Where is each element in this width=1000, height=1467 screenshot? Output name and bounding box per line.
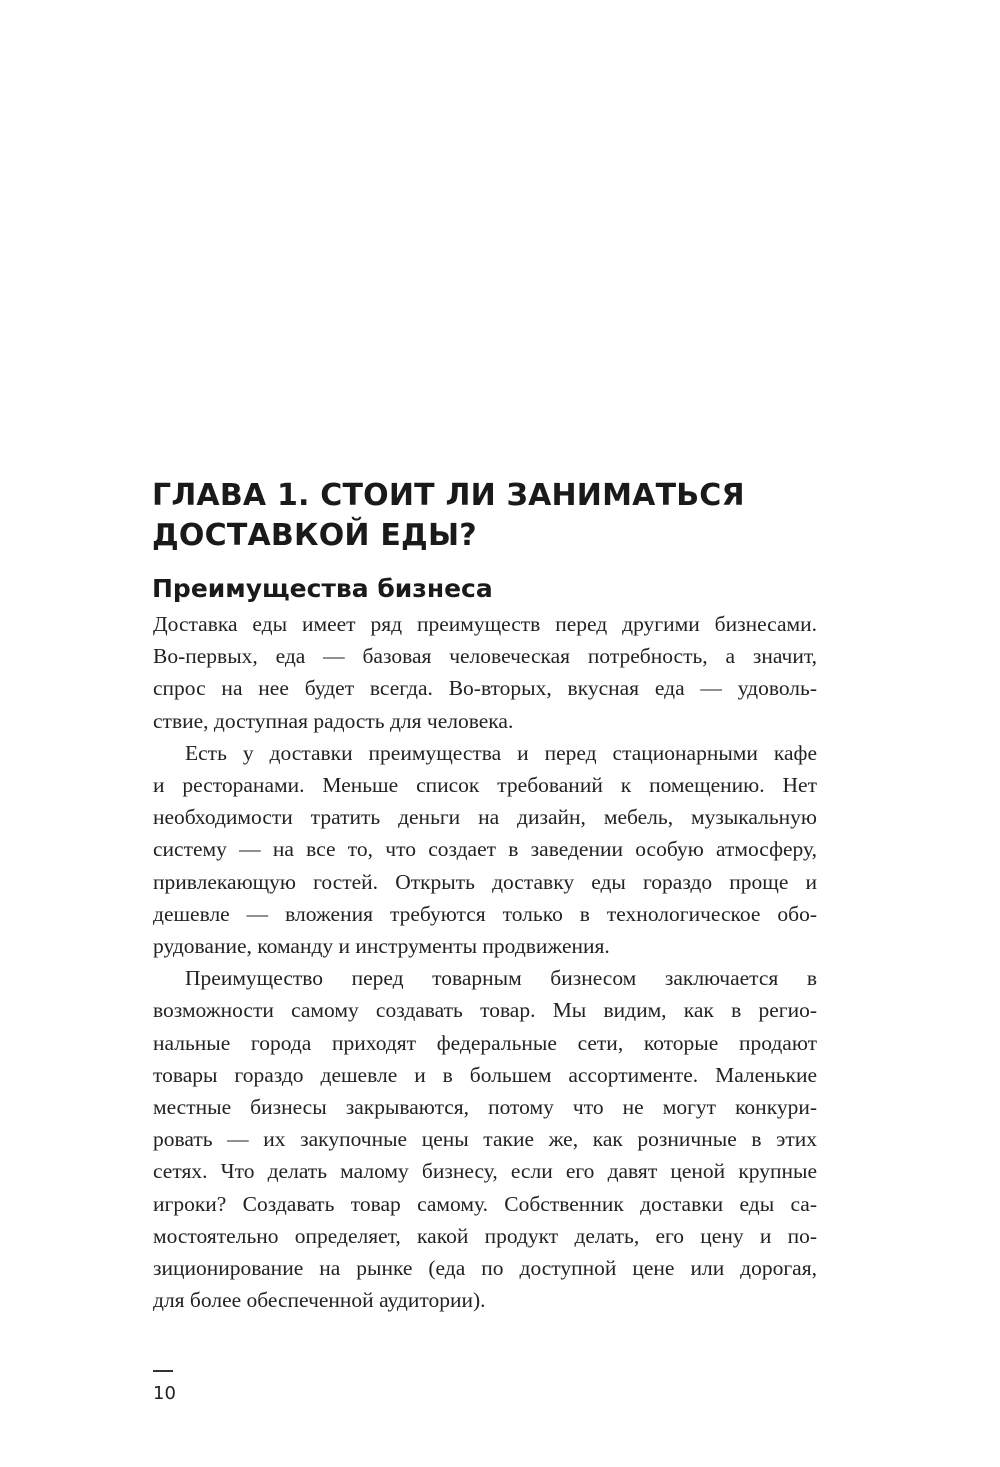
chapter-title-line-1: ГЛАВА 1. СТОИТ ЛИ ЗАНИМАТЬСЯ xyxy=(152,478,745,513)
paragraph-line: Во-первых, еда — базовая человеческая потребность, а значит, xyxy=(153,644,817,669)
paragraph-line: рудование, команду и инструменты продвижения. xyxy=(153,934,610,959)
paragraph-line: спрос на нее будет всегда. Во-вторых, вкусная еда — удоволь- xyxy=(153,676,817,701)
paragraph-line: товары гораздо дешевле и в большем ассортименте. Маленькие xyxy=(153,1062,817,1087)
paragraph-line: систему — на все то, что создает в заведении особую атмосферу, xyxy=(153,837,817,862)
paragraph-line: нальные города приходят федеральные сети, которые продают xyxy=(153,1030,817,1055)
paragraph-2 xyxy=(153,737,817,962)
page-number-rule xyxy=(153,1370,173,1372)
chapter-title-line-2: ДОСТАВКОЙ ЕДЫ? xyxy=(152,518,477,553)
paragraph-line: ствие, доступная радость для человека. xyxy=(153,708,514,733)
paragraph-line: Преимущество перед товарным бизнесом заключается в xyxy=(185,966,817,991)
body-text xyxy=(153,608,817,1316)
paragraph-line: необходимости тратить деньги на дизайн, мебель, музыкальную xyxy=(153,805,817,830)
paragraph-line: привлекающую гостей. Открыть доставку еды гораздо проще и xyxy=(153,869,817,894)
paragraph-line: дешевле — вложения требуются только в технологическое обо- xyxy=(153,901,817,926)
paragraph-line: зиционирование на рынке (еда по доступной цене или дорогая, xyxy=(153,1256,817,1281)
paragraph-line: игроки? Создавать товар самому. Собственник доставки еды са- xyxy=(153,1191,817,1216)
paragraph-line: и ресторанами. Меньше список требований к помещению. Нет xyxy=(153,773,817,798)
page-number: 10 xyxy=(153,1383,176,1404)
paragraph-line: местные бизнесы закрываются, потому что не могут конкури- xyxy=(153,1095,817,1120)
chapter-title xyxy=(152,476,872,556)
section-title: Преимущества бизнеса xyxy=(152,574,493,603)
paragraph-line: возможности самому создавать товар. Мы видим, как в регио- xyxy=(153,998,817,1023)
paragraph-line: для более обеспеченной аудитории). xyxy=(153,1288,486,1313)
paragraph-3 xyxy=(153,962,817,1316)
paragraph-line: сетях. Что делать малому бизнесу, если его давят ценой крупные xyxy=(153,1159,817,1184)
paragraph-1 xyxy=(153,608,817,737)
paragraph-line: ровать — их закупочные цены такие же, как розничные в этих xyxy=(153,1127,817,1152)
paragraph-line: Доставка еды имеет ряд преимуществ перед другими бизнесами. xyxy=(153,612,817,636)
paragraph-line: мостоятельно определяет, какой продукт делать, его цену и по- xyxy=(153,1223,817,1248)
paragraph-line: Есть у доставки преимущества и перед стационарными кафе xyxy=(185,740,817,765)
